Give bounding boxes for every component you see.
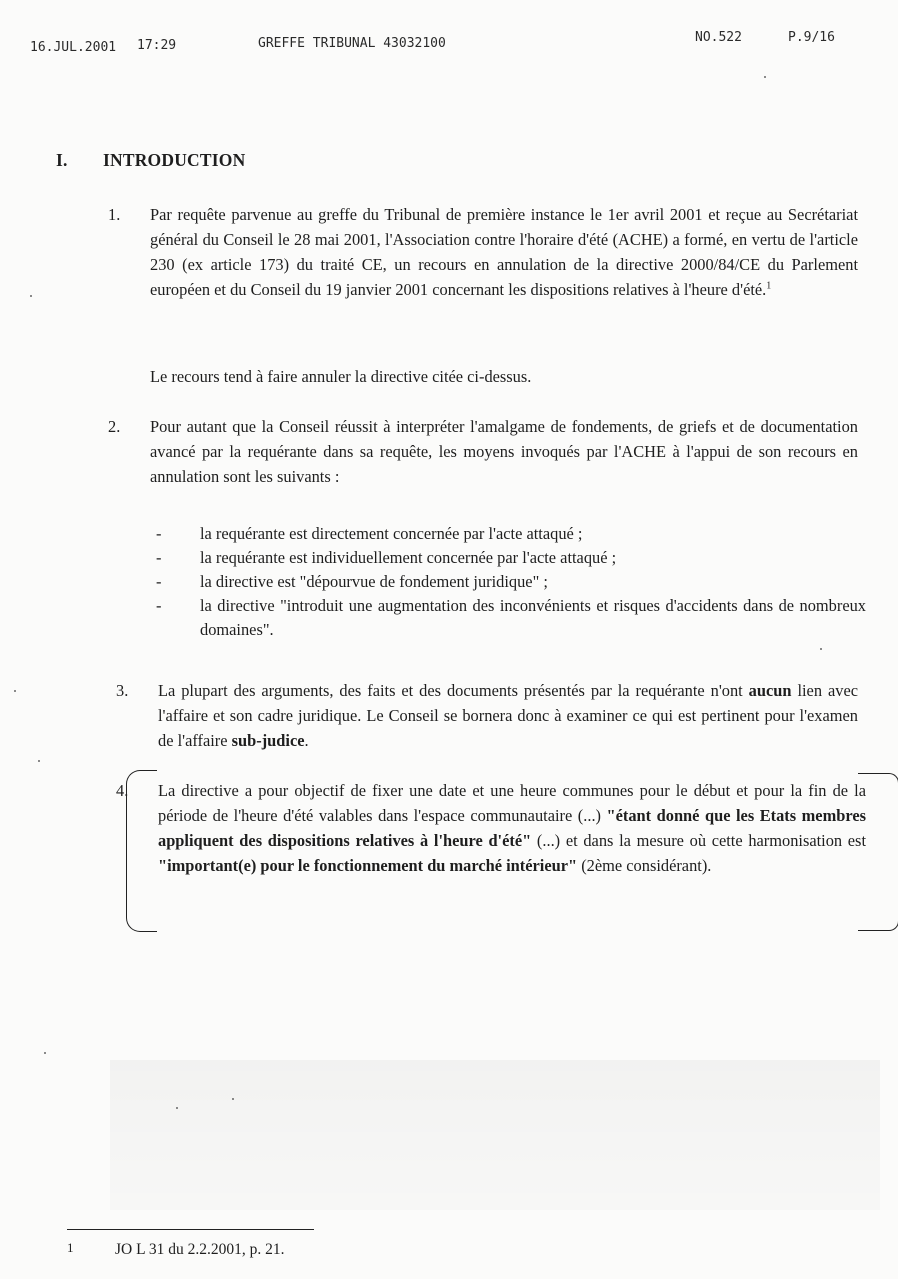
list-item: - la requérante est individuellement concernée par l'acte attaqué ; [200, 546, 866, 570]
paragraph-3 [116, 678, 858, 753]
paragraph-text: Pour autant que la Conseil réussit à interpréter l'amalgame de fondements, de griefs et de documentation avancé par la requérante dans sa requête, les moyens invoqués par l'ACHE à l'appui de son recours en annulation sont les suivants : [150, 417, 858, 486]
scan-speck [44, 1052, 46, 1054]
paragraph-text: La plupart des arguments, des faits et des documents présentés par la requérante n'ont [158, 681, 749, 700]
emphasis: aucun [748, 681, 792, 700]
fax-number: NO.522 [695, 30, 742, 45]
emphasis: "important(e) pour le fonctionnement du marché intérieur" [158, 856, 578, 875]
fax-header [30, 30, 858, 55]
scan-speck [820, 648, 822, 650]
scan-speck [38, 760, 40, 762]
paragraph-1 [108, 202, 858, 302]
paragraph-text: (...) et dans la mesure où cette harmonisation est [531, 831, 866, 850]
scan-speck [764, 76, 766, 78]
footnote-number: 1 [67, 1240, 74, 1255]
list-item: - la directive est "dépourvue de fondement juridique" ; [200, 570, 866, 594]
fax-date: 16.JUL.2001 [30, 40, 117, 55]
fax-sender: GREFFE TRIBUNAL 43032100 [258, 36, 446, 51]
scan-speck [232, 1098, 234, 1100]
paragraph-number: 4. [116, 781, 129, 800]
paragraph-text: . [304, 731, 309, 750]
list-item: - la requérante est directement concernée par l'acte attaqué ; [200, 522, 866, 546]
paragraph-number: 1. [108, 205, 121, 224]
section-number: I. [56, 150, 68, 170]
fax-page: P.9/16 [788, 30, 835, 45]
paragraph-text: La directive a pour objectif de fixer une date et une heure communes pour le début et pour la fin de la période de l'heure d'été valables dans l'espace communautaire (...) [158, 781, 866, 825]
paragraph-text: lien avec l'affaire et son cadre juridique. Le Conseil se bornera donc à examiner ce qui est pertinent pour l'examen de l'affaire [158, 681, 858, 750]
paragraph-number: 3. [116, 681, 129, 700]
scan-speck [176, 1107, 178, 1109]
section-heading [56, 150, 245, 171]
scan-speck [14, 690, 16, 692]
list-item: - la directive "introduit une augmentation des inconvénients et risques d'accidents dans de nombreux domaines". [200, 594, 866, 642]
scan-speck [30, 295, 32, 297]
emphasis: "étant donné que les Etats membres appliquent des dispositions relatives à l'heure d'été" [158, 806, 866, 850]
show-through-shadow [110, 1060, 880, 1210]
arguments-list [200, 522, 866, 642]
paragraph-text: Par requête parvenue au greffe du Tribunal de première instance le 1er avril 2001 et reçue au Secrétariat général du Conseil le 28 mai 2001, l'Association contre l'horaire d'été (ACHE) a formé, en vertu de l'article 230 (ex article 173) du traité CE, un recours en annulation de la directive 2000/84/CE du Parlement européen et du Conseil du 19 janvier 2001 concernant les dispositions relatives à l'heure d'été. [150, 205, 858, 299]
paragraph-4 [116, 778, 866, 878]
paragraph-text: (2ème considérant). [577, 856, 712, 875]
paragraph-1-follow: Le recours tend à faire annuler la directive citée ci-dessus. [150, 367, 532, 386]
section-title: INTRODUCTION [103, 150, 246, 170]
footnote-text: JO L 31 du 2.2.2001, p. 21. [115, 1241, 285, 1258]
footnote [67, 1240, 285, 1259]
emphasis: sub-judice [231, 731, 305, 750]
fax-time: 17:29 [137, 38, 177, 53]
paragraph-2 [108, 414, 858, 489]
handwritten-bracket-left [126, 770, 157, 932]
paragraph-number: 2. [108, 417, 121, 436]
footnote-divider [67, 1229, 314, 1230]
footnote-ref: 1 [766, 280, 772, 292]
